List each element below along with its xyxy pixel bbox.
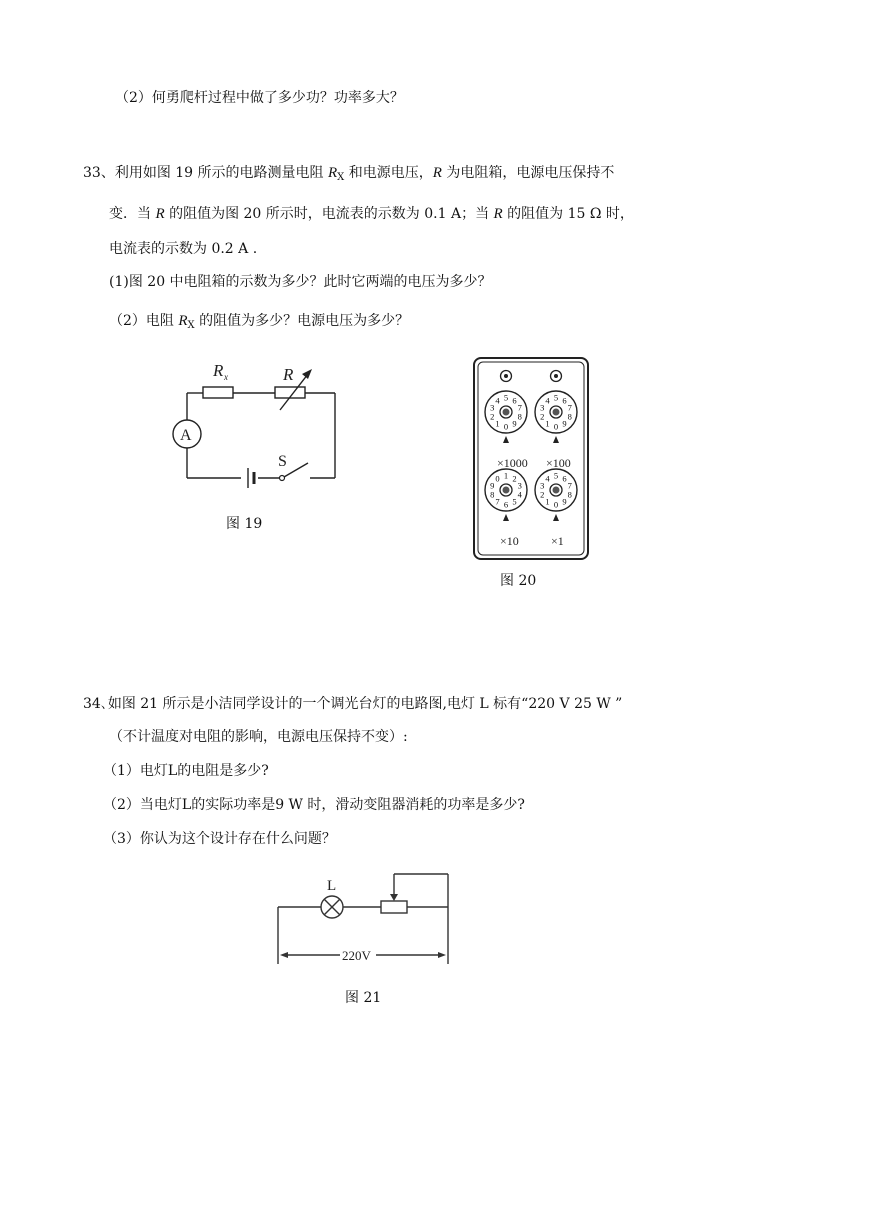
dial-digit: 1	[495, 418, 500, 429]
dial-x100[interactable]	[535, 391, 577, 443]
dial-digit: 3	[540, 402, 545, 413]
q33-line-3: 电流表的示数为 0.2 A .	[109, 241, 258, 257]
q33-line-2	[109, 204, 634, 224]
q32-part2: （2）何勇爬杆过程中做了多少功？功率多大？	[115, 90, 404, 106]
q34-line-2: （不计温度对电阻的影响，电源电压保持不变）:	[109, 729, 408, 745]
dial-digit: 9	[562, 496, 567, 507]
arrow-right-icon	[438, 952, 446, 958]
ammeter-label: A	[180, 427, 192, 444]
dial-mult-x100: ×100	[546, 456, 571, 470]
q33-line-1-a: 33、利用如图 19 所示的电路测量电阻	[83, 165, 328, 181]
arrow-left-icon	[280, 952, 288, 958]
dial-digit: 8	[567, 489, 572, 500]
dial-digit: 6	[562, 473, 567, 484]
dial-digit: 0	[503, 421, 509, 432]
q33-line-2-c: 的阻值为 15 Ω 时，	[502, 206, 634, 222]
dial-mult-x1000: ×1000	[497, 456, 528, 470]
switch-label: S	[278, 453, 287, 470]
dial-digit: 4	[495, 395, 500, 406]
dial-digit: 1	[545, 418, 550, 429]
dial-digit: 5	[512, 496, 517, 507]
voltage-label: 220V	[342, 948, 371, 963]
dial-digit: 2	[512, 473, 517, 484]
q34-part2: （2）当电灯L的实际功率是9 W 时，滑动变阻器消耗的功率是多少?	[103, 797, 525, 813]
q33-var-r: R	[432, 165, 442, 181]
dial-pointer-icon	[553, 436, 559, 443]
q33-line-1-c: 为电阻箱，电源电压保持不	[441, 165, 615, 181]
dial-digit: 2	[540, 489, 545, 500]
dial-knob-icon	[503, 487, 510, 494]
q33-line-1-b: 和电源电压，	[344, 165, 433, 181]
dial-digit: 3	[540, 480, 545, 491]
q33-var-r: R	[155, 206, 165, 222]
dial-mult-x1: ×1	[551, 534, 564, 548]
terminal-left	[501, 371, 512, 382]
dial-pointer-icon	[503, 514, 509, 521]
dial-knob-icon	[553, 487, 560, 494]
dial-digit: 7	[567, 402, 572, 413]
dial-digit: 6	[503, 499, 509, 510]
figure-19-circuit	[160, 360, 350, 500]
q33-var-r: R	[327, 165, 338, 181]
figure-20-caption: 图 20	[500, 573, 537, 589]
q33-var-x-sub: X	[337, 172, 345, 183]
q33-line-2-b: 的阻值为图 20 所示时，电流表的示数为 0.1 A；当	[164, 206, 494, 222]
q33-var-x-sub: X	[187, 320, 195, 331]
label-r: R	[283, 365, 294, 384]
q34-part3: （3）你认为这个设计存在什么问题？	[103, 831, 336, 847]
dial-pointer-icon	[503, 436, 509, 443]
dial-digit: 8	[490, 489, 495, 500]
q33-part1: (1)图 20 中电阻箱的示数为多少？此时它两端的电压为多少？	[109, 274, 492, 290]
q34-line-1: 34､如图 21 所示是小洁同学设计的一个调光台灯的电路图,电灯 L 标有“220 V 25 W ”	[83, 696, 623, 712]
dial-x10[interactable]	[485, 469, 527, 521]
q33-var-r: R	[178, 313, 188, 329]
dial-digit: 1	[503, 470, 509, 481]
dial-x1[interactable]	[535, 469, 577, 521]
dial-digit: 8	[567, 411, 572, 422]
dial-mult-x10: ×10	[500, 534, 519, 548]
figure-21-caption: 图 21	[345, 990, 382, 1006]
dial-digit: 4	[545, 395, 550, 406]
lamp-label: L	[327, 878, 337, 894]
dial-digit: 6	[562, 395, 567, 406]
dial-digit: 8	[517, 411, 522, 422]
dial-digit: 2	[490, 411, 495, 422]
dial-digit: 7	[517, 402, 522, 413]
label-rx: R	[213, 361, 224, 380]
q33-line-2-a: 变．当	[109, 206, 156, 222]
dial-digit: 9	[512, 418, 517, 429]
dial-x1000[interactable]	[485, 391, 527, 443]
dial-digit: 6	[512, 395, 517, 406]
switch-s	[284, 463, 308, 477]
label-rx-sub: x	[224, 372, 228, 382]
dial-digit: 7	[495, 496, 500, 507]
dial-digit: 5	[553, 470, 559, 481]
dial-digit: 4	[517, 489, 522, 500]
rheostat	[381, 901, 407, 913]
q33-part2-b: 的阻值为多少？电源电压为多少？	[194, 313, 410, 329]
dial-digit: 7	[567, 480, 572, 491]
dial-digit: 5	[553, 392, 559, 403]
terminal-right	[551, 371, 562, 382]
dial-digit: 9	[562, 418, 567, 429]
dial-knob-icon	[553, 409, 560, 416]
dial-digit: 0	[553, 421, 559, 432]
q33-part2	[109, 311, 409, 336]
variable-arrow-icon	[302, 369, 312, 379]
dial-pointer-icon	[553, 514, 559, 521]
dial-digit: 1	[545, 496, 550, 507]
dial-knob-icon	[503, 409, 510, 416]
q33-part2-a: （2）电阻	[109, 313, 179, 329]
dial-digit: 2	[540, 411, 545, 422]
figure-20-resistance-box	[470, 355, 592, 563]
dial-digit: 3	[517, 480, 522, 491]
figure-19-caption: 图 19	[226, 516, 263, 532]
dial-digit: 4	[545, 473, 550, 484]
q34-part1: （1）电灯L的电阻是多少?	[103, 763, 269, 779]
dial-digit: 9	[490, 480, 495, 491]
dial-digit: 5	[503, 392, 509, 403]
q33-line-1	[83, 163, 614, 188]
dial-digit: 3	[490, 402, 495, 413]
dial-digit: 0	[553, 499, 559, 510]
q33-var-r: R	[493, 206, 503, 222]
slider-arrow-icon	[390, 894, 398, 901]
dial-digit: 0	[495, 473, 500, 484]
resistor-rx	[203, 387, 233, 398]
figure-21-circuit	[270, 866, 460, 970]
